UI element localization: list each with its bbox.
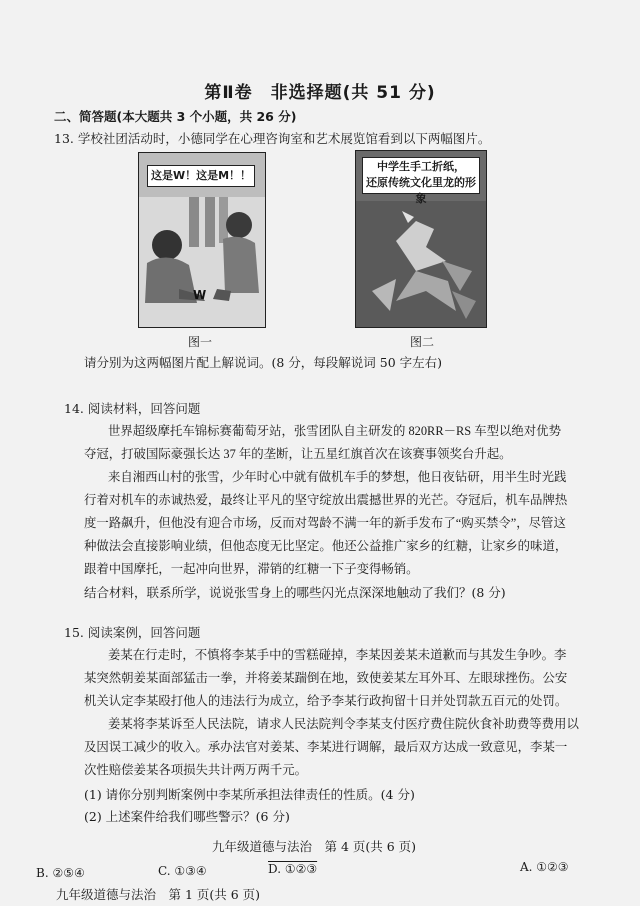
q15-line: 次性赔偿姜某各项损失共计两万两千元。	[84, 763, 308, 777]
q15-sub-question-1: (1) 请你分别判断案例中李某所承担法律责任的性质。(4 分)	[84, 787, 415, 802]
q14-line: 来自湘西山村的张雪，少年时心中就有做机车手的梦想，他日夜钻研，用半生时光践	[108, 470, 567, 484]
figure-1	[138, 152, 266, 328]
figure-2-caption: 图二	[410, 335, 435, 349]
q15-case	[84, 644, 604, 782]
q14-line: 度一路飙升，但他没有迎合市场，反而对驾龄不满一年的新手发布了“购买禁令”，尽管这	[84, 516, 566, 530]
option-b: B. ②⑤④	[36, 866, 85, 880]
figure-1-caption: 图一	[188, 335, 213, 349]
q15-line: 姜某在行走时，不慎将李某手中的雪糕碰掉，李某因姜某未道歉而与其发生争吵。李	[108, 648, 567, 662]
figure-2-bubble-line-2: 还原传统文化里龙的形象	[366, 176, 476, 205]
q14-stem: 14. 阅读材料，回答问题	[64, 401, 201, 416]
page-1-footer: 九年级道德与法治 第 1 页(共 6 页)	[56, 887, 261, 902]
q14-line: 跟着中国摩托，一起冲向世界，滞销的红糖一下子变得畅销。	[84, 562, 419, 576]
q15-line: 机关认定李某殴打他人的违法行为成立，给予李某行政拘留十日并处罚款五百元的处罚。	[84, 694, 568, 708]
q14-line: 世界超级摩托车锦标赛葡萄牙站，张雪团队自主研发的 820RR－RS 车型以绝对优势	[108, 424, 561, 438]
figure-1-speech-bubble: 这是W！这是M！！	[147, 165, 255, 187]
section-title: 第Ⅱ卷 非选择题(共 51 分)	[204, 83, 436, 103]
figure-2-bubble-line-1: 中学生手工折纸，	[377, 160, 465, 173]
q14-line: 种做法会直接影响业绩，但他态度无比坚定。他还公益推广家乡的红糖，让家乡的味道，	[84, 539, 568, 553]
q15-sub-question-2: (2) 上述案件给我们哪些警示？(6 分)	[84, 809, 290, 824]
q13-instruction: 请分别为这两幅图片配上解说词。(8 分，每段解说词 50 字左右)	[84, 355, 443, 370]
part-heading: 二、简答题(本大题共 3 个小题，共 26 分)	[54, 109, 297, 124]
option-d: D. ①②③	[268, 862, 318, 876]
figure-2-speech-bubble	[362, 157, 480, 205]
q15-stem: 15. 阅读案例，回答问题	[64, 625, 201, 640]
option-c: C. ①③④	[158, 864, 207, 878]
page-4-footer: 九年级道德与法治 第 4 页(共 6 页)	[212, 839, 417, 854]
svg-text:W: W	[193, 288, 207, 302]
figure-2	[355, 150, 487, 328]
q14-line: 夺冠，打破国际豪强长达 37 年的垄断，让五星红旗首次在该赛事领奖台升起。	[84, 447, 512, 461]
q14-line: 行着对机车的赤诚热爱，最终让平凡的坚守绽放出震撼世界的光芒。夺冠后，机车品牌热	[84, 493, 568, 507]
q13-stem: 13. 学校社团活动时，小德同学在心理咨询室和艺术展览馆看到以下两幅图片。	[54, 131, 491, 146]
q15-line: 姜某将李某诉至人民法院，请求人民法院判令李某支付医疗费住院伙食补助费等费用以	[108, 717, 579, 731]
q15-line: 某突然朝姜某面部猛击一拳，并将姜某踹倒在地，致使姜某左耳外耳、左眼球挫伤。公安	[84, 671, 568, 685]
q15-line: 及因误工减少的收入。承办法官对姜某、李某进行调解，最后双方达成一致意见，李某一	[84, 740, 568, 754]
q14-material	[84, 420, 604, 581]
q14-question: 结合材料，联系所学，说说张雪身上的哪些闪光点深深地触动了我们？(8 分)	[84, 585, 506, 600]
option-a: A. ①②③	[520, 860, 569, 874]
